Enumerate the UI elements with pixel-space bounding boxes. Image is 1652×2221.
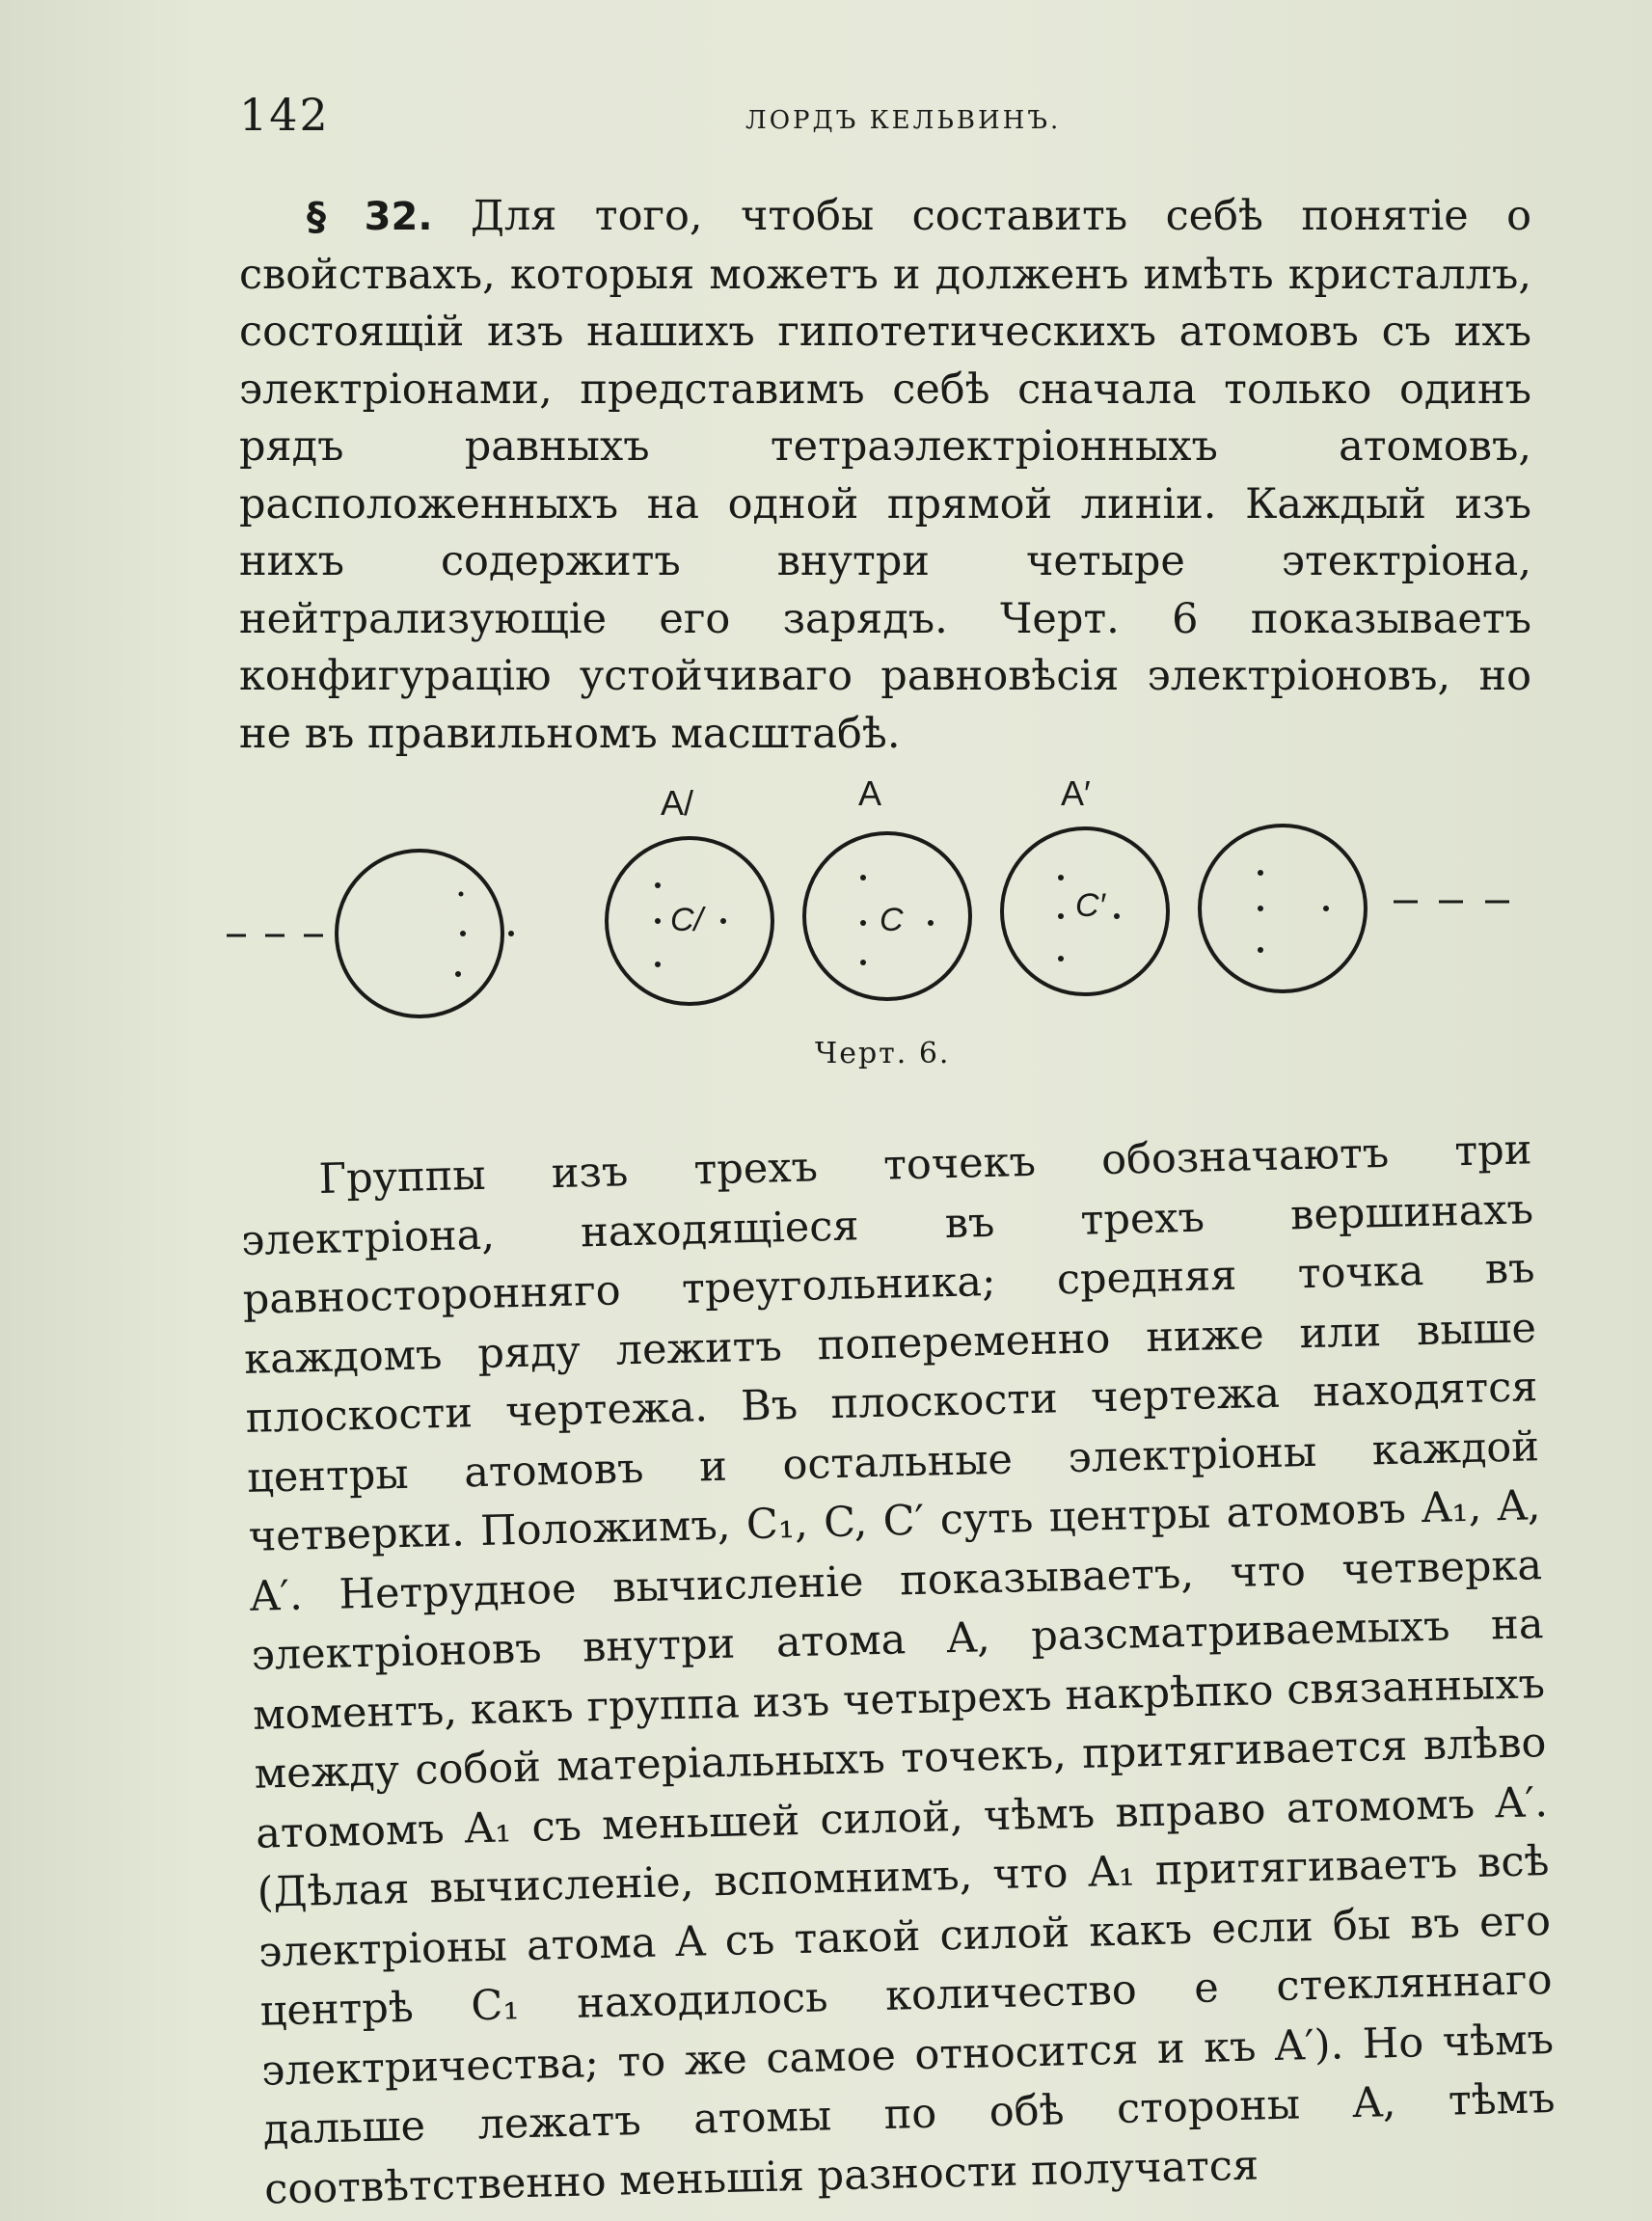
paragraph-32-text: Для того, чтобы составить себѣ понятіе о свойствахъ, которыя можетъ и долженъ имѣть кристаллъ, состоящій изъ нашихъ гипотетическихъ атомовъ съ ихъ электріонами, представимъ себѣ сначала только одинъ рядъ равныхъ тетраэлектріонныхъ атомовъ, расположенныхъ на одной прямой линіи. Каждый изъ нихъ содержитъ внутри четыре этектріона, нейтрализующіе его зарядъ. Черт. 6 показываетъ конфигурацію устойчиваго равновѣсія электріоновъ, но не въ правильномъ масштабѣ. (239, 192, 1532, 758)
label-A-prime: A′ (1061, 773, 1091, 813)
center-C: C (880, 902, 904, 938)
figure-caption: Черт. 6. (815, 1037, 951, 1070)
center-C-prime: C′ (1075, 887, 1105, 924)
atom-circle-5 (1200, 826, 1366, 991)
center-C1: C/ (670, 902, 703, 938)
section-number: § 32. (307, 195, 433, 239)
paragraph-groups: Группы изъ трехъ точекъ обозначаютъ три электріона, находящіеся въ трехъ вершинахъ равносторонняго треугольника; средняя точка въ каждомъ ряду лежитъ попеременно ниже или выше плоскости чертежа. Въ плоскости чертежа находятся центры атомовъ и остальные электріоны каждой четверки. Положимъ, C₁, C, C′ суть центры атомовъ A₁, A, A′. Нетрудное вычисленіе показываетъ, что четверка электріоновъ внутри атома A, разсматриваемыхъ на моментъ, какъ группа изъ четырехъ накрѣпко связанныхъ между собой матеріальныхъ точекъ, притягивается влѣво атомомъ A₁ съ меньшей силой, чѣмъ вправо атомомъ A′. (Дѣлая вычисленіе, вспомнимъ, что A₁ притягиваетъ всѣ электріоны атома A съ такой силой какъ если бы въ его центрѣ C₁ находилось количество e стекляннаго электричества; то же самое относится и къ A′). Но чѣмъ дальше лежатъ атомы по обѣ стороны A, тѣмъ соотвѣтственно меньшія разности получатся (240, 1125, 1556, 2214)
running-head: ЛОРДЪ КЕЛЬВИНЪ. (745, 106, 1062, 135)
label-A: A (858, 773, 882, 813)
page-number: 142 (239, 89, 330, 141)
page-header (239, 89, 1531, 147)
atom-circle-1 (337, 851, 514, 1016)
paragraph-32 (239, 188, 1531, 763)
label-A1: A/ (661, 783, 694, 823)
figure-6-diagram (222, 772, 1553, 1032)
figure-6 (222, 772, 1553, 1099)
